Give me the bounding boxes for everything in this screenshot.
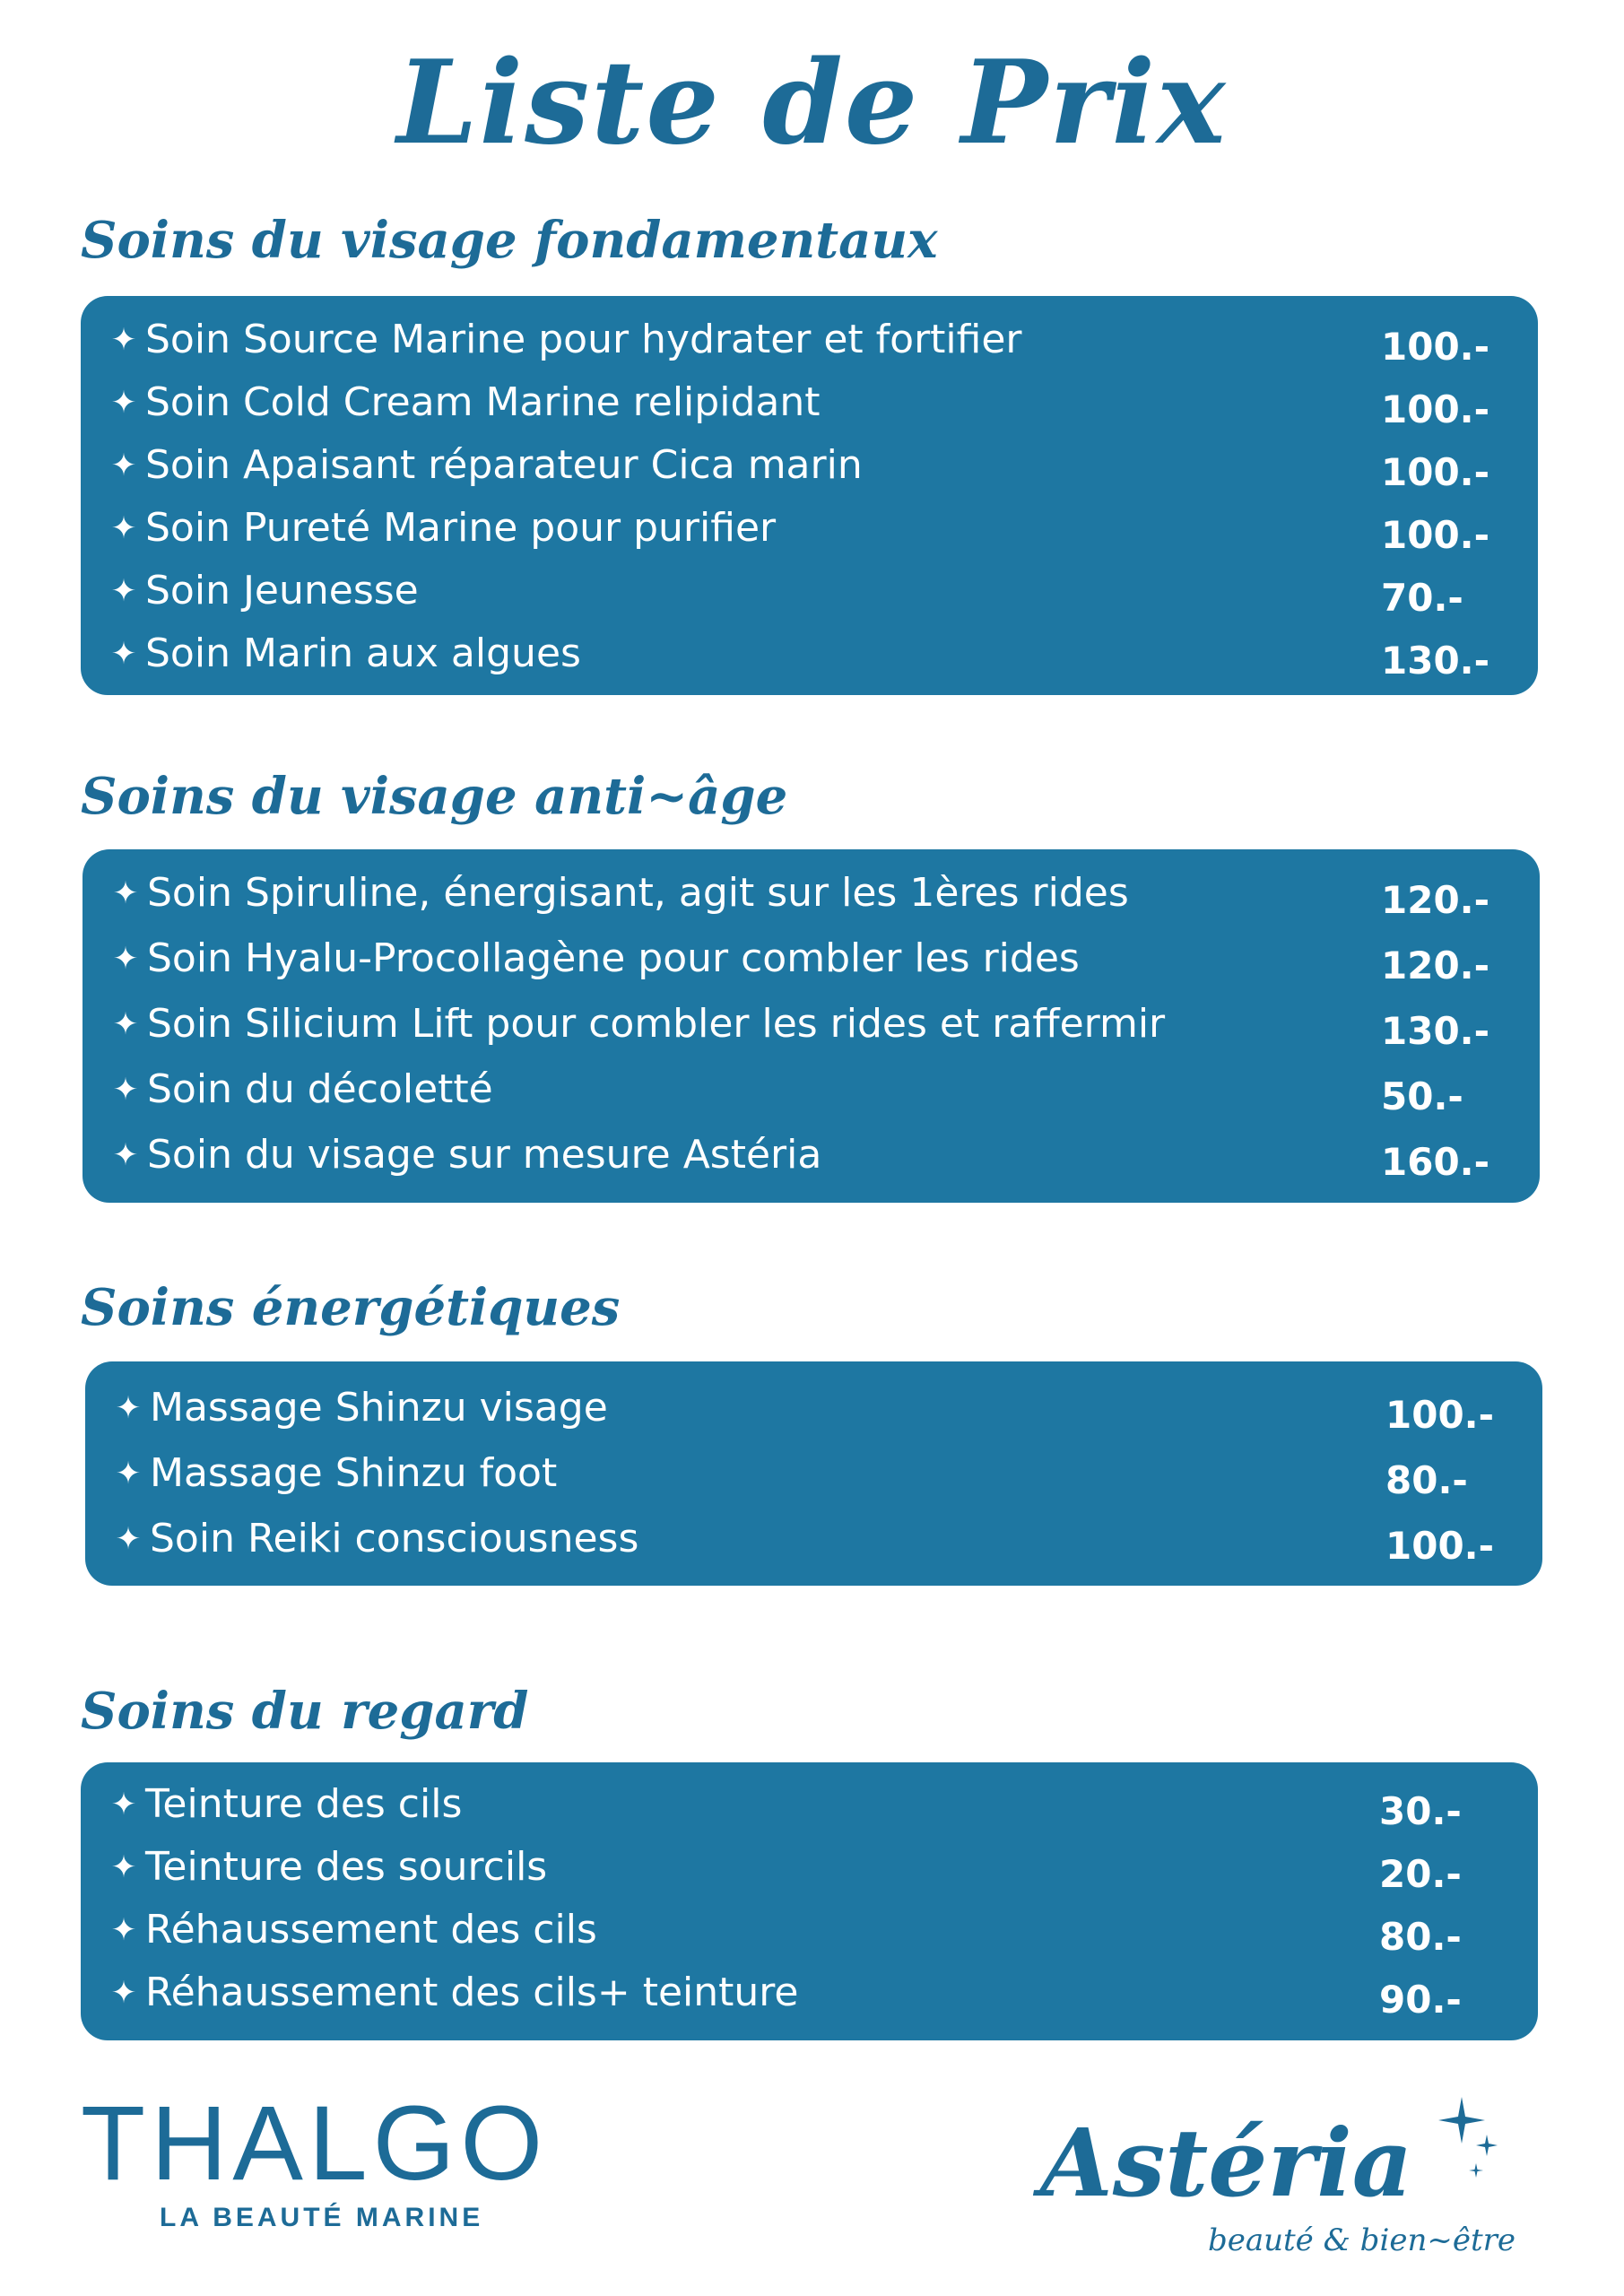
sparkles-icon: [1426, 2090, 1507, 2188]
page-title: Liste de Prix: [396, 36, 1228, 170]
sparkle-icon: ✦: [110, 448, 137, 483]
item-price: 130.-: [1381, 1009, 1490, 1053]
price-box-visage-anti-age: [83, 849, 1540, 1203]
sparkle-icon: ✦: [110, 1912, 137, 1948]
price-box-regard: [81, 1762, 1538, 2040]
list-item: [81, 497, 1538, 560]
item-label: Réhaussement des cils: [145, 1907, 597, 1952]
item-label: Soin Apaisant réparateur Cica marin: [145, 442, 863, 488]
item-label: Soin Marin aux algues: [145, 631, 581, 676]
sparkle-icon: ✦: [110, 385, 137, 421]
item-label: Soin Spiruline, énergisant, agit sur les 1ères rides: [147, 870, 1129, 916]
item-label: Soin Hyalu-Procollagène pour combler les rides: [147, 935, 1080, 981]
list-item: [81, 1836, 1538, 1899]
list-item: [81, 1773, 1538, 1836]
item-price: 100.-: [1385, 1524, 1495, 1568]
item-label: Soin du décoletté: [147, 1066, 493, 1112]
sparkle-icon: ✦: [115, 1521, 142, 1557]
item-price: 100.-: [1381, 387, 1490, 431]
item-price: 120.-: [1381, 944, 1490, 987]
sparkle-icon: ✦: [110, 322, 137, 358]
item-price: 90.-: [1379, 1978, 1462, 2022]
sparkle-icon: ✦: [115, 1390, 142, 1426]
section-title-visage-anti-age: Soins du visage anti~âge: [81, 767, 788, 826]
sparkle-icon: ✦: [110, 1849, 137, 1885]
item-price: 100.-: [1381, 513, 1490, 557]
item-price: 100.-: [1385, 1393, 1495, 1437]
section-title-visage-fondamentaux: Soins du visage fondamentaux: [81, 211, 938, 270]
thalgo-logo-name: THALGO: [81, 2084, 549, 2203]
item-label: Soin Silicium Lift pour combler les rides et raffermir: [147, 1001, 1166, 1047]
sparkle-icon: ✦: [110, 510, 137, 546]
thalgo-logo-tagline: LA BEAUTÉ MARINE: [160, 2203, 484, 2232]
list-item: [81, 560, 1538, 622]
list-item: [81, 622, 1538, 685]
item-price: 80.-: [1379, 1915, 1462, 1959]
item-label: Teinture des sourcils: [145, 1844, 548, 1890]
item-price: 120.-: [1381, 878, 1490, 922]
item-price: 50.-: [1381, 1074, 1463, 1118]
list-item: [83, 993, 1540, 1056]
list-item: [85, 1377, 1542, 1439]
sparkle-icon: ✦: [112, 1072, 139, 1108]
item-price: 80.-: [1385, 1458, 1468, 1502]
thalgo-logo: [81, 2084, 549, 2233]
item-price: 130.-: [1381, 639, 1490, 683]
sparkle-icon: ✦: [112, 1137, 139, 1173]
item-label: Teinture des cils: [145, 1781, 463, 1827]
item-price: 100.-: [1381, 325, 1490, 369]
list-item: [83, 1124, 1540, 1187]
list-item: [81, 309, 1538, 371]
item-price: 20.-: [1379, 1852, 1462, 1896]
sparkle-icon: ✦: [112, 875, 139, 911]
list-item: [81, 1899, 1538, 1961]
sparkle-icon: ✦: [115, 1456, 142, 1492]
item-label: Soin Reiki consciousness: [150, 1516, 639, 1561]
list-item: [85, 1508, 1542, 1570]
list-item: [81, 1961, 1538, 2024]
list-item: [81, 434, 1538, 497]
section-title-energetiques: Soins énergétiques: [81, 1278, 621, 1337]
item-price: 160.-: [1381, 1140, 1490, 1184]
item-label: Soin du visage sur mesure Astéria: [147, 1132, 822, 1178]
sparkle-icon: ✦: [110, 1787, 137, 1822]
list-item: [81, 371, 1538, 434]
list-item: [85, 1442, 1542, 1505]
asteria-logo-tagline: beauté & bien~être: [1207, 2222, 1515, 2258]
list-item: [83, 927, 1540, 990]
item-label: Soin Pureté Marine pour purifier: [145, 505, 777, 551]
sparkle-icon: ✦: [110, 1975, 137, 2011]
item-label: Massage Shinzu visage: [150, 1385, 608, 1431]
list-item: [83, 862, 1540, 925]
item-label: Réhaussement des cils+ teinture: [145, 1970, 799, 2015]
item-label: Massage Shinzu foot: [150, 1450, 558, 1496]
item-label: Soin Jeunesse: [145, 568, 419, 613]
item-label: Soin Cold Cream Marine relipidant: [145, 379, 821, 425]
item-price: 70.-: [1381, 576, 1463, 620]
sparkle-icon: ✦: [112, 1006, 139, 1042]
price-box-energetiques: [85, 1361, 1542, 1586]
item-price: 30.-: [1379, 1789, 1462, 1833]
price-box-visage-fondamentaux: [81, 296, 1538, 695]
item-price: 100.-: [1381, 450, 1490, 494]
asteria-logo: [1040, 2090, 1542, 2269]
section-title-regard: Soins du regard: [81, 1682, 529, 1741]
sparkle-icon: ✦: [112, 941, 139, 977]
item-label: Soin Source Marine pour hydrater et fortifier: [145, 317, 1022, 362]
list-item: [83, 1058, 1540, 1121]
sparkle-icon: ✦: [110, 636, 137, 672]
sparkle-icon: ✦: [110, 573, 137, 609]
asteria-logo-name: Astéria: [1040, 2108, 1413, 2218]
